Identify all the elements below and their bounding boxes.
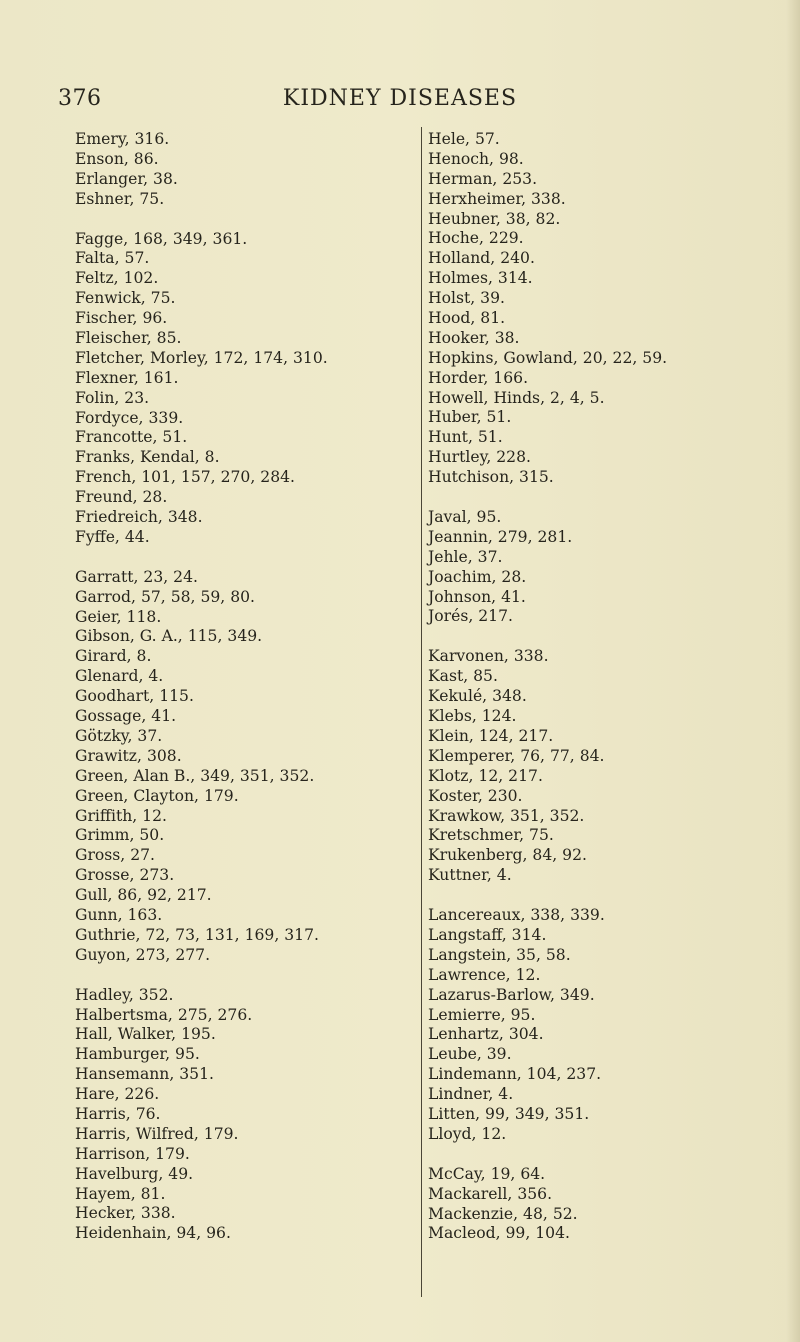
- index-entry: Holland, 240.: [428, 249, 535, 268]
- index-entry: Klein, 124, 217.: [428, 726, 554, 745]
- index-entry: Friedreich, 348.: [75, 508, 203, 527]
- index-entry: Fenwick, 75.: [75, 289, 176, 308]
- index-entry: Mackenzie, 48, 52.: [428, 1204, 578, 1223]
- index-entry: Hooker, 38.: [428, 328, 520, 347]
- index-entry: Grimm, 50.: [75, 826, 165, 845]
- index-entry: Francotte, 51.: [75, 428, 188, 447]
- index-entry: Girard, 8.: [75, 647, 152, 666]
- index-entry: Harris, 76.: [75, 1104, 161, 1123]
- index-entry: Garrod, 57, 58, 59, 80.: [75, 587, 256, 606]
- index-entry: Emery, 316.: [75, 130, 170, 148]
- index-entry: Fordyce, 339.: [75, 408, 184, 427]
- index-entry: Herman, 253.: [428, 169, 538, 188]
- index-entry: Hall, Walker, 195.: [75, 1025, 216, 1044]
- index-entry: Flexner, 161.: [75, 368, 179, 387]
- index-entry: Harris, Wilfred, 179.: [75, 1124, 239, 1143]
- index-entry: Hunt, 51.: [428, 428, 503, 447]
- index-entry: Hamburger, 95.: [75, 1045, 200, 1064]
- index-entry: Goodhart, 115.: [75, 687, 194, 706]
- index-entry: Joachim, 28.: [428, 567, 527, 586]
- index-entry: Grosse, 273.: [75, 866, 175, 885]
- index-entry: Jehle, 37.: [428, 547, 503, 566]
- index-entry: Holst, 39.: [428, 289, 505, 308]
- index-letter-group: [428, 130, 758, 488]
- index-entry: Fletcher, Morley, 172, 174, 310.: [75, 348, 328, 367]
- index-entry: Erlanger, 38.: [75, 169, 178, 188]
- index-entry: Kretschmer, 75.: [428, 826, 554, 845]
- index-entry: Garratt, 23, 24.: [75, 567, 198, 586]
- index-entry: Heubner, 38, 82.: [428, 209, 561, 228]
- index-entry: Hood, 81.: [428, 309, 506, 328]
- index-entry: Green, Clayton, 179.: [75, 786, 239, 805]
- index-entry: Huber, 51.: [428, 408, 512, 427]
- page-header: [0, 86, 800, 120]
- index-entry: Hayem, 81.: [75, 1184, 166, 1203]
- index-entry: Lindemann, 104, 237.: [428, 1065, 602, 1084]
- index-entry: Hoche, 229.: [428, 229, 524, 248]
- index-entry: Hecker, 338.: [75, 1204, 176, 1223]
- index-column-right: [428, 130, 758, 1244]
- index-letter-group: [428, 1165, 758, 1245]
- index-entry: Koster, 230.: [428, 786, 523, 805]
- index-entry: Kekulé, 348.: [428, 687, 527, 706]
- index-entry: Lazarus-Barlow, 349.: [428, 985, 595, 1004]
- index-entry: Lindner, 4.: [428, 1085, 514, 1104]
- index-entry: Lemierre, 95.: [428, 1005, 536, 1024]
- index-entry: Feltz, 102.: [75, 269, 159, 288]
- index-entry: Gossage, 41.: [75, 707, 177, 726]
- index-entry: Krawkow, 351, 352.: [428, 806, 585, 825]
- index-entry: Halbertsma, 275, 276.: [75, 1005, 253, 1024]
- index-entry: Leube, 39.: [428, 1045, 512, 1064]
- index-entry: Henoch, 98.: [428, 149, 524, 168]
- index-entry: Fischer, 96.: [75, 309, 168, 328]
- index-entry: Mackarell, 356.: [428, 1184, 553, 1203]
- index-entry: Heidenhain, 94, 96.: [75, 1224, 231, 1243]
- index-entry: Jorés, 217.: [428, 607, 513, 626]
- index-entry: Geier, 118.: [75, 607, 162, 626]
- index-letter-group: [428, 508, 758, 627]
- index-entry: Falta, 57.: [75, 249, 150, 268]
- index-entry: Klebs, 124.: [428, 707, 517, 726]
- index-entry: Herxheimer, 338.: [428, 189, 566, 208]
- index-entry: Fyffe, 44.: [75, 527, 150, 546]
- index-entry: Lloyd, 12.: [428, 1124, 507, 1143]
- index-entry: Guyon, 273, 277.: [75, 945, 211, 964]
- index-entry: Litten, 99, 349, 351.: [428, 1104, 590, 1123]
- index-entry: Lenhartz, 304.: [428, 1025, 544, 1044]
- index-entry: Grawitz, 308.: [75, 746, 182, 765]
- running-title: KIDNEY DISEASES: [282, 86, 518, 111]
- index-entry: Howell, Hinds, 2, 4, 5.: [428, 388, 605, 407]
- index-entry: Green, Alan B., 349, 351, 352.: [75, 766, 315, 785]
- index-entry: Fleischer, 85.: [75, 329, 182, 348]
- index-entry: Lawrence, 12.: [428, 965, 541, 984]
- index-entry: Gibson, G. A., 115, 349.: [75, 627, 263, 646]
- index-entry: Langstein, 35, 58.: [428, 945, 571, 964]
- index-letter-group: [75, 986, 415, 1245]
- index-entry: Klemperer, 76, 77, 84.: [428, 746, 605, 765]
- index-entry: Hurtley, 228.: [428, 448, 531, 467]
- index-entry: Kast, 85.: [428, 667, 498, 686]
- page-number: 376: [58, 86, 102, 111]
- index-entry: Karvonen, 338.: [428, 647, 549, 666]
- column-divider: [421, 127, 422, 1297]
- index-entry: Havelburg, 49.: [75, 1164, 194, 1183]
- index-entry: Harrison, 179.: [75, 1144, 190, 1163]
- index-entry: Johnson, 41.: [428, 587, 526, 606]
- index-entry: Javal, 95.: [428, 508, 502, 527]
- index-letter-group: [428, 647, 758, 886]
- index-entry: Holmes, 314.: [428, 269, 533, 288]
- index-entry: Freund, 28.: [75, 488, 168, 507]
- index-entry: Hadley, 352.: [75, 985, 174, 1004]
- index-column-left: [75, 130, 415, 1244]
- index-entry: Krukenberg, 84, 92.: [428, 846, 587, 865]
- index-entry: Kuttner, 4.: [428, 866, 512, 885]
- index-entry: Gunn, 163.: [75, 905, 163, 924]
- index-entry: Folin, 23.: [75, 388, 150, 407]
- index-letter-group: [428, 906, 758, 1145]
- index-entry: Enson, 86.: [75, 149, 159, 168]
- index-entry: Franks, Kendal, 8.: [75, 448, 220, 467]
- index-entry: French, 101, 157, 270, 284.: [75, 468, 295, 487]
- index-entry: Hutchison, 315.: [428, 468, 554, 487]
- index-entry: Glenard, 4.: [75, 667, 164, 686]
- index-entry: Jeannin, 279, 281.: [428, 527, 573, 546]
- index-letter-group: [75, 568, 415, 966]
- index-entry: Hele, 57.: [428, 130, 500, 148]
- index-entry: Klotz, 12, 217.: [428, 766, 543, 785]
- index-entry: Guthrie, 72, 73, 131, 169, 317.: [75, 925, 319, 944]
- index-entry: Eshner, 75.: [75, 189, 165, 208]
- index-entry: Lancereaux, 338, 339.: [428, 906, 605, 925]
- index-entry: Fagge, 168, 349, 361.: [75, 229, 248, 248]
- index-letter-group: [75, 230, 415, 548]
- index-entry: Gross, 27.: [75, 846, 156, 865]
- page-edge-shadow: [786, 0, 800, 1342]
- index-entry: Langstaff, 314.: [428, 925, 547, 944]
- index-entry: Hopkins, Gowland, 20, 22, 59.: [428, 348, 668, 367]
- index-letter-group: [75, 130, 415, 210]
- index-entry: Hare, 226.: [75, 1085, 160, 1104]
- index-entry: Götzky, 37.: [75, 726, 163, 745]
- index-entry: Hansemann, 351.: [75, 1065, 214, 1084]
- index-entry: McCay, 19, 64.: [428, 1164, 546, 1183]
- index-entry: Griffith, 12.: [75, 806, 167, 825]
- index-entry: Horder, 166.: [428, 368, 529, 387]
- index-entry: Gull, 86, 92, 217.: [75, 886, 212, 905]
- index-entry: Macleod, 99, 104.: [428, 1224, 570, 1243]
